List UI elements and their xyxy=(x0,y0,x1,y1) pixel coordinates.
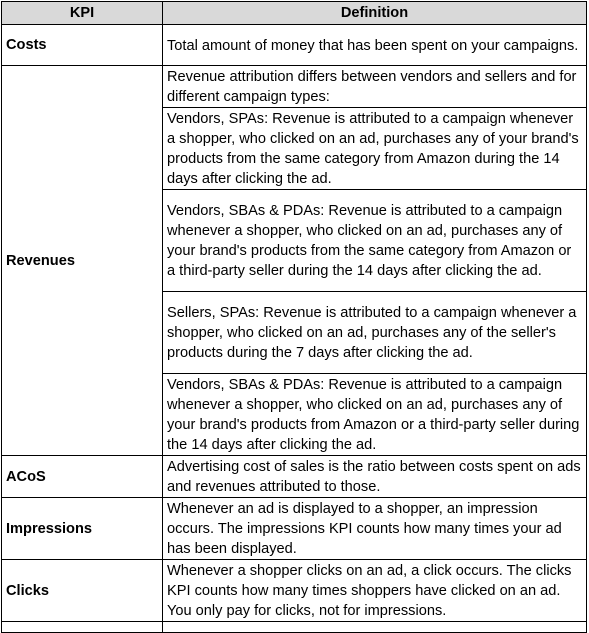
kpi-name-costs: Costs xyxy=(2,25,163,66)
partial-row-cell xyxy=(163,622,587,633)
partial-row-cell xyxy=(2,622,163,633)
definition-revenues-vendors-spa: Vendors, SPAs: Revenue is attributed to a campaign whenever a shopper, who clicked on an ad, purchases any of your brand's products from the same category from Amazon during the 14 days after clicking the ad. xyxy=(163,108,587,190)
kpi-column-header: KPI xyxy=(2,2,163,25)
kpi-name-acos: ACoS xyxy=(2,456,163,498)
definition-impressions: Whenever an ad is displayed to a shopper, an impression occurs. The impressions KPI counts how many times your ad has been displayed. xyxy=(163,498,587,560)
kpi-name-clicks: Clicks xyxy=(2,560,163,622)
definition-column-header: Definition xyxy=(163,2,587,25)
table-row-acos xyxy=(2,456,587,498)
table-row-partial xyxy=(2,622,587,633)
definition-clicks: Whenever a shopper clicks on an ad, a click occurs. The clicks KPI counts how many times shoppers have clicked on an ad. You only pay for clicks, not for impressions. xyxy=(163,560,587,622)
kpi-name-revenues: Revenues xyxy=(2,66,163,456)
definition-acos: Advertising cost of sales is the ratio between costs spent on ads and revenues attributed to those. xyxy=(163,456,587,498)
kpi-name-impressions: Impressions xyxy=(2,498,163,560)
definition-revenues-vendors-sba-pda-1: Vendors, SBAs & PDAs: Revenue is attributed to a campaign whenever a shopper, who clicked on an ad, purchases any of your brand's products from the same category from Amazon or a third-party seller during the 14 days after clicking the ad. xyxy=(163,190,587,292)
definition-revenues-intro: Revenue attribution differs between vendors and sellers and for different campaign types: xyxy=(163,66,587,108)
definition-revenues-sellers-spa: Sellers, SPAs: Revenue is attributed to a campaign whenever a shopper, who clicked on an ad, purchases any of the seller's products during the 7 days after clicking the ad. xyxy=(163,292,587,374)
header-row xyxy=(2,2,587,25)
table-row-costs xyxy=(2,25,587,66)
definition-revenues-vendors-sba-pda-2: Vendors, SBAs & PDAs: Revenue is attributed to a campaign whenever a shopper, who clicked on an ad, purchases any of your brand's products from Amazon or a third-party seller during the 14 days after clicking the ad. xyxy=(163,374,587,456)
table-row-clicks xyxy=(2,560,587,622)
kpi-definition-table xyxy=(1,1,587,633)
table-row-revenues-intro xyxy=(2,66,587,108)
definition-costs: Total amount of money that has been spent on your campaigns. xyxy=(163,25,587,66)
table-row-impressions xyxy=(2,498,587,560)
